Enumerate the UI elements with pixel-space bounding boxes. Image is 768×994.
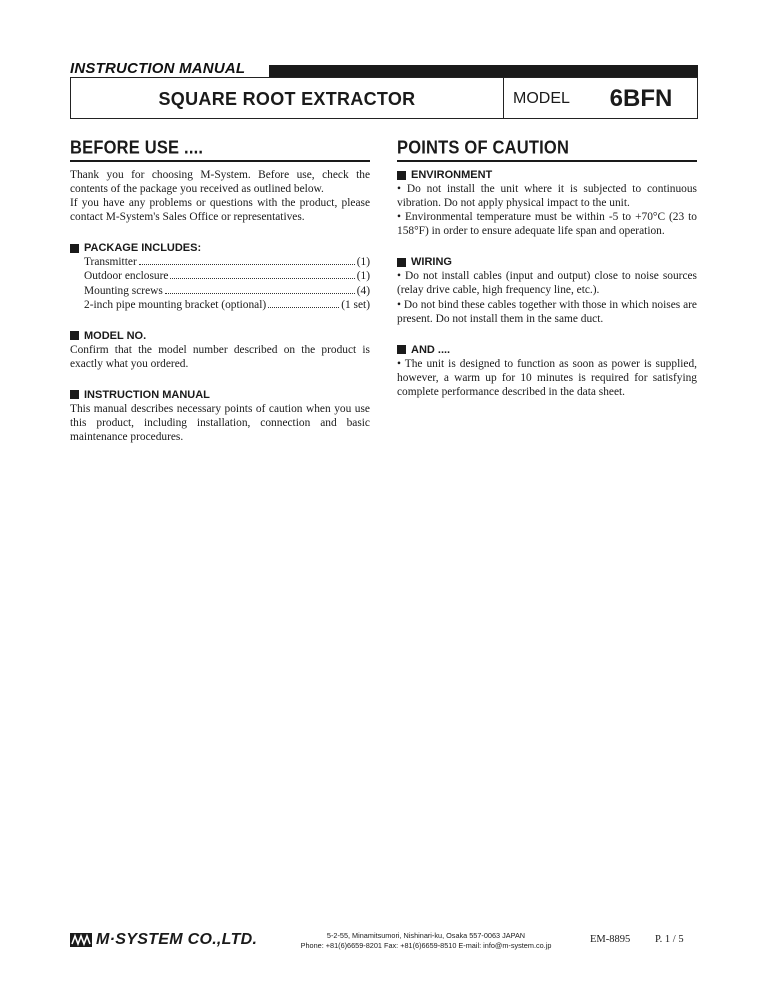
title-divider bbox=[503, 78, 504, 118]
package-title: PACKAGE INCLUDES: bbox=[70, 241, 370, 255]
dot-leader bbox=[268, 307, 339, 308]
square-bullet-icon bbox=[397, 171, 406, 180]
and-section bbox=[397, 343, 697, 399]
square-bullet-icon bbox=[70, 390, 79, 399]
before-use-heading: BEFORE USE .... bbox=[70, 138, 204, 159]
environment-title: ENVIRONMENT bbox=[397, 168, 697, 182]
square-bullet-icon bbox=[70, 331, 79, 340]
company-address bbox=[288, 931, 564, 951]
logo-mark-icon bbox=[70, 933, 92, 947]
document-number: EM-8895 bbox=[590, 934, 631, 945]
package-includes bbox=[70, 241, 370, 311]
address-line: 5-2-55, Minamitsumori, Nishinari-ku, Osaka 557-0063 JAPAN bbox=[326, 931, 526, 940]
instruction-manual bbox=[70, 388, 370, 444]
intro-line: Thank you for choosing M-System. Before use, check the contents of the package you received as outlined below. bbox=[70, 169, 370, 196]
dot-leader bbox=[170, 278, 354, 279]
wiring bbox=[397, 255, 697, 325]
environment-line: • Environmental temperature must be within -5 to +70°C (23 to 158°F) in order to ensure adequate life span and operation. bbox=[397, 211, 697, 238]
square-bullet-icon bbox=[397, 345, 406, 354]
instruction-manual-title: INSTRUCTION MANUAL bbox=[70, 388, 370, 402]
dot-leader bbox=[139, 264, 355, 265]
model-label: MODEL bbox=[513, 90, 570, 107]
before-use-section bbox=[70, 138, 370, 461]
company-logo bbox=[70, 931, 257, 949]
environment-line: • Do not install the unit where it is subjected to continuous vibration. Do not apply physical impact to the unit. bbox=[397, 183, 697, 210]
header-bar bbox=[269, 65, 698, 77]
model-no-title: MODEL NO. bbox=[70, 329, 370, 343]
package-list bbox=[84, 255, 370, 311]
package-item: Outdoor enclosure (1) bbox=[84, 270, 370, 283]
wiring-line: • Do not bind these cables together with those in which noises are present. Do not install them in the same duct. bbox=[397, 298, 697, 325]
square-bullet-icon bbox=[397, 258, 406, 267]
model-value: 6BFN bbox=[609, 85, 673, 112]
intro bbox=[70, 168, 370, 224]
page-number: P. 1 / 5 bbox=[655, 934, 684, 945]
contact-line: Phone: +81(6)6659-8201 Fax: +81(6)6659-8510 E-mail: info@m-system.co.jp bbox=[300, 941, 552, 950]
section-rule bbox=[70, 160, 370, 162]
footer bbox=[70, 930, 698, 958]
document-title: SQUARE ROOT EXTRACTOR bbox=[158, 89, 416, 109]
section-rule bbox=[397, 160, 697, 162]
manual-header bbox=[70, 60, 698, 78]
and-title: AND .... bbox=[397, 343, 697, 357]
and-line: • The unit is designed to function as soon as power is supplied, however, a warm up for 10 minutes is required for satisfying complete performance described in the data sheet. bbox=[397, 357, 697, 398]
package-item: 2-inch pipe mounting bracket (optional) (1 set) bbox=[84, 298, 370, 311]
package-item: Transmitter (1) bbox=[84, 256, 370, 269]
wiring-title: WIRING bbox=[397, 255, 697, 269]
title-box bbox=[70, 77, 698, 119]
points-of-caution-section bbox=[397, 138, 697, 416]
intro-line: If you have any problems or questions with the product, please contact M-System's Sales Office or representatives. bbox=[70, 197, 370, 224]
model-no bbox=[70, 329, 370, 371]
instruction-manual-text: This manual describes necessary points of caution when you use this product, including installation, connection and basic maintenance procedures. bbox=[70, 402, 370, 444]
dot-leader bbox=[165, 293, 355, 294]
logo-text: M·SYSTEM CO.,LTD. bbox=[96, 931, 258, 948]
manual-label: INSTRUCTION MANUAL bbox=[70, 60, 246, 77]
model-no-text: Confirm that the model number described on the product is exactly what you ordered. bbox=[70, 343, 370, 370]
square-bullet-icon bbox=[70, 244, 79, 253]
wiring-line: • Do not install cables (input and output) close to noise sources (relay drive cable, high frequency line, etc.). bbox=[397, 270, 697, 297]
points-of-caution-heading: POINTS OF CAUTION bbox=[397, 138, 570, 159]
package-item: Mounting screws (4) bbox=[84, 284, 370, 297]
environment bbox=[397, 168, 697, 238]
